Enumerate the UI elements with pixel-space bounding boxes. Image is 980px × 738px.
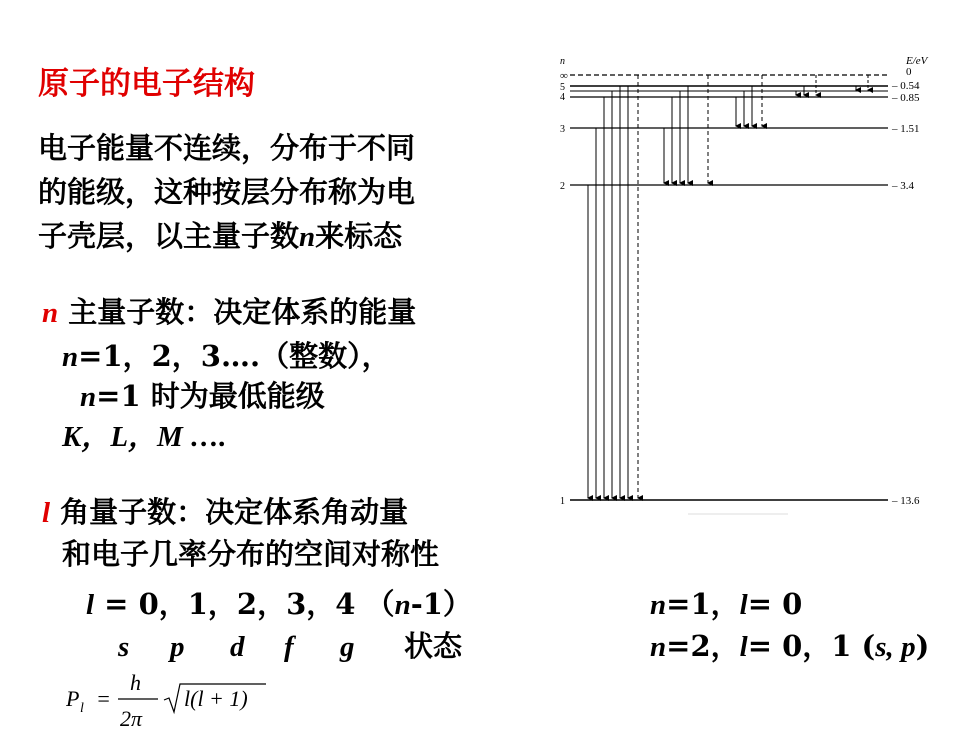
n-label-3: 3 bbox=[560, 124, 565, 135]
n-label-5: 5 bbox=[560, 82, 565, 93]
formula-svg bbox=[66, 668, 296, 732]
svg-text:h: h bbox=[130, 670, 141, 695]
paschen-series bbox=[736, 75, 762, 126]
e-label-4: – 0.85 bbox=[892, 92, 920, 104]
slide-title: 原子的电子结构 bbox=[38, 66, 255, 102]
energy-level-diagram bbox=[548, 52, 968, 536]
svg-text:l: l bbox=[80, 701, 84, 716]
angular-symbol: l bbox=[42, 497, 51, 529]
brackett-series bbox=[796, 75, 816, 95]
svg-text:=: = bbox=[96, 686, 111, 711]
momentum-formula bbox=[66, 668, 296, 738]
principal-values: n=1，2，3….（整数）， bbox=[62, 339, 391, 373]
states-label: 状态 bbox=[404, 631, 463, 663]
svg-text:P: P bbox=[66, 686, 80, 711]
intro-paragraph bbox=[38, 126, 518, 259]
principal-lowest: n=1 时为最低能级 bbox=[80, 379, 325, 413]
svg-text:2π: 2π bbox=[120, 706, 143, 731]
n-label-4: 4 bbox=[560, 92, 565, 103]
angular-states bbox=[118, 624, 462, 665]
e-label-2: – 3.4 bbox=[892, 180, 914, 192]
angular-heading bbox=[42, 490, 408, 531]
principal-symbol: n bbox=[42, 297, 59, 329]
principal-shells: K，L，M …. bbox=[62, 421, 227, 453]
lyman-series bbox=[588, 75, 638, 498]
n-label-inf: ∞ bbox=[560, 70, 568, 82]
e-label-3: – 1.51 bbox=[892, 123, 920, 135]
example-n1: n=1，l= 0 bbox=[650, 587, 803, 621]
intro-line-2: 的能级，这种按层分布称为电 bbox=[38, 175, 416, 209]
pfund-series bbox=[856, 75, 868, 90]
angular-heading-text: 角量子数：决定体系角动量 bbox=[60, 495, 409, 529]
e-label-1: – 13.6 bbox=[892, 495, 920, 507]
angular-values: l = 0，1，2，3，4 （n-1） bbox=[86, 587, 472, 621]
axis-n-label: n bbox=[560, 56, 565, 67]
e-label-inf: 0 bbox=[906, 66, 912, 78]
intro-line-3: 子壳层，以主量子数n来标态 bbox=[38, 219, 403, 253]
example-n2: n=2，l= 0，1 (s, p) bbox=[650, 629, 930, 663]
n-label-2: 2 bbox=[560, 181, 565, 192]
energy-diagram-svg bbox=[548, 52, 968, 532]
state-p: p bbox=[170, 631, 185, 663]
axis-e-label: E/eV bbox=[906, 55, 928, 67]
e-label-5: – 0.54 bbox=[892, 80, 920, 92]
state-g: g bbox=[340, 631, 355, 663]
principal-heading bbox=[42, 290, 416, 331]
intro-line-1: 电子能量不连续，分布于不同 bbox=[38, 131, 416, 165]
state-f: f bbox=[284, 631, 294, 663]
state-s: s bbox=[118, 631, 130, 663]
angular-heading-2: 和电子几率分布的空间对称性 bbox=[62, 537, 440, 571]
state-d: d bbox=[230, 631, 245, 663]
svg-text:l(l + 1): l(l + 1) bbox=[184, 686, 248, 711]
n-label-1: 1 bbox=[560, 496, 565, 507]
principal-heading-text: 主量子数：决定体系的能量 bbox=[68, 295, 417, 329]
